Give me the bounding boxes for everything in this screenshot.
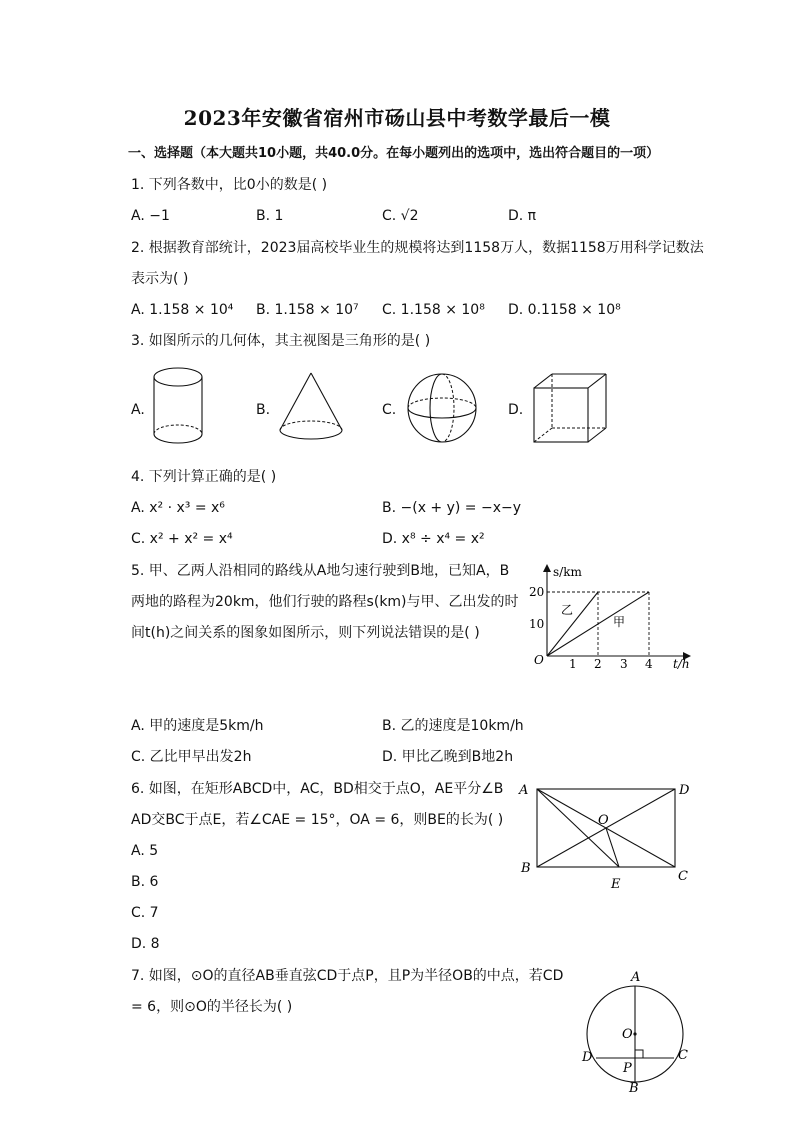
q4-option-c: C. x² + x² = x⁴	[131, 531, 233, 547]
q2-option-a: A. 1.158 × 10⁴	[131, 302, 234, 318]
q3-option-c: C.	[382, 402, 397, 418]
q1-option-d: D. π	[508, 208, 537, 224]
fig7-label-o: O	[622, 1027, 633, 1042]
q3-option-d: D.	[508, 402, 524, 418]
q4-stem: 4. 下列计算正确的是( )	[131, 469, 277, 485]
q4-option-d: D. x⁸ ÷ x⁴ = x²	[382, 531, 485, 547]
q2-option-c: C. 1.158 × 10⁸	[382, 302, 485, 318]
q1-option-c: C. √2	[382, 208, 419, 224]
cube-figure	[532, 372, 608, 444]
q6-stem-line2: AD交BC于点E，若∠CAE = 15°，OA = 6，则BE的长为( )	[131, 812, 504, 828]
graph-tick-x2: 2	[594, 657, 602, 671]
graph-label-yi: 乙	[561, 603, 574, 617]
q5-stem-line1: 5. 甲、乙两人沿相同的路线从A地匀速行驶到B地，已知A，B	[131, 563, 510, 579]
q6-stem-line1: 6. 如图，在矩形ABCD中，AC，BD相交于点O，AE平分∠B	[131, 781, 504, 797]
q7-stem-line2: = 6，则⊙O的半径长为( )	[131, 999, 293, 1015]
q2-stem-line2: 表示为( )	[131, 271, 189, 287]
graph-tick-x1: 1	[569, 657, 577, 671]
q2-stem-line1: 2. 根据教育部统计，2023届高校毕业生的规模将达到1158万人，数据1158万用科学记数法	[131, 240, 704, 256]
circle-figure	[578, 966, 698, 1096]
fig7-label-b: B	[629, 1081, 639, 1096]
section-header: 一、选择题（本大题共10小题，共40.0分。在每小题列出的选项中，选出符合题目的一项）	[128, 146, 660, 161]
q3-option-a: A.	[131, 402, 145, 418]
fig6-label-o: O	[598, 813, 609, 828]
fig6-label-e: E	[611, 877, 621, 892]
q5-option-a: A. 甲的速度是5km/h	[131, 718, 264, 734]
rectangle-figure	[515, 780, 695, 892]
graph-tick-y10: 10	[529, 617, 545, 631]
fig7-label-d: D	[582, 1050, 593, 1065]
q6-option-d: D. 8	[131, 936, 160, 952]
q7-stem-line1: 7. 如图，⊙O的直径AB垂直弦CD于点P，且P为半径OB的中点，若CD	[131, 968, 564, 984]
sphere-figure	[404, 372, 480, 444]
fig6-label-a: A	[519, 783, 529, 798]
q2-option-b: B. 1.158 × 10⁷	[256, 302, 359, 318]
q5-stem-line3: 间t(h)之间关系的图象如图所示，则下列说法错误的是( )	[131, 625, 480, 641]
q1-option-a: A. −1	[131, 208, 170, 224]
q5-option-b: B. 乙的速度是10km/h	[382, 718, 524, 734]
graph-tick-x3: 3	[620, 657, 628, 671]
q5-option-c: C. 乙比甲早出发2h	[131, 749, 252, 765]
cone-figure	[276, 370, 346, 445]
q6-option-b: B. 6	[131, 874, 159, 890]
page-title: 2023年安徽省宿州市砀山县中考数学最后一模	[183, 106, 611, 130]
q6-option-c: C. 7	[131, 905, 159, 921]
graph-label-jia: 甲	[613, 615, 626, 629]
fig7-label-a: A	[631, 970, 641, 985]
q4-option-b: B. −(x + y) = −x−y	[382, 500, 522, 516]
fig6-label-c: C	[678, 869, 688, 884]
q3-option-b: B.	[256, 402, 271, 418]
q5-stem-line2: 两地的路程为20km，他们行驶的路程s(km)与甲、乙出发的时	[131, 594, 519, 610]
cylinder-figure	[150, 366, 206, 448]
fig6-label-d: D	[679, 783, 690, 798]
graph-xlabel: t/h	[673, 657, 690, 671]
q3-stem: 3. 如图所示的几何体，其主视图是三角形的是( )	[131, 333, 431, 349]
fig6-label-b: B	[521, 861, 531, 876]
distance-time-graph	[525, 560, 700, 670]
q1-option-b: B. 1	[256, 208, 284, 224]
graph-ylabel: s/km	[553, 565, 582, 579]
q2-option-d: D. 0.1158 × 10⁸	[508, 302, 621, 318]
q4-option-a: A. x² · x³ = x⁶	[131, 500, 225, 516]
fig7-label-p: P	[623, 1061, 632, 1076]
graph-tick-y20: 20	[529, 585, 545, 599]
fig7-label-c: C	[678, 1048, 688, 1063]
graph-tick-x4: 4	[645, 657, 653, 671]
q5-option-d: D. 甲比乙晚到B地2h	[382, 749, 514, 765]
q1-stem: 1. 下列各数中，比0小的数是( )	[131, 177, 328, 193]
q6-option-a: A. 5	[131, 843, 159, 859]
graph-origin: O	[534, 653, 544, 667]
